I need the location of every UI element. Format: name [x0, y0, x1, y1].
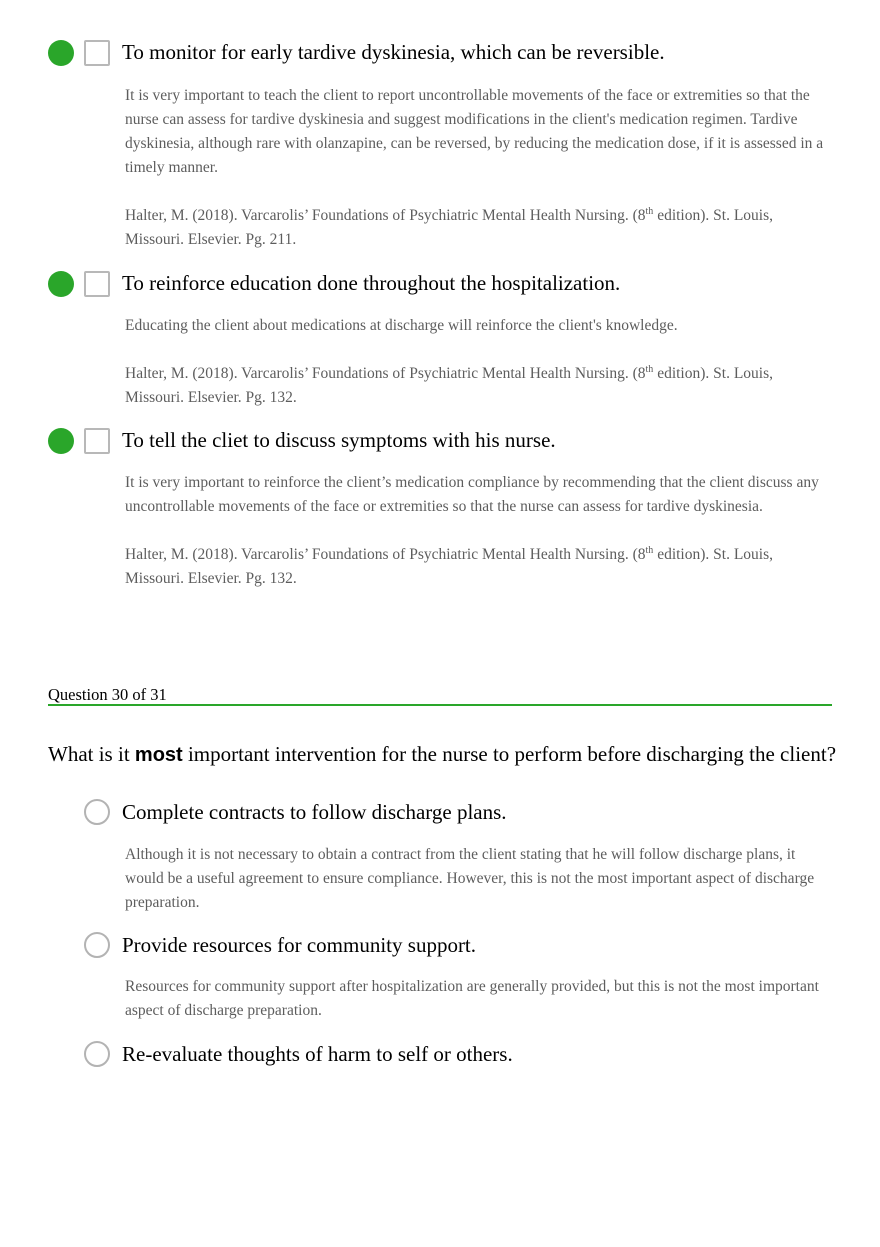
answer-label: Complete contracts to follow discharge plans.	[122, 800, 507, 824]
option-reinforce-education	[48, 269, 832, 299]
reference-citation: Halter, M. (2018). Varcarolis’ Foundations of Psychiatric Mental Health Nursing. (8th edition). St. Louis, Missouri. Elsevier. Pg. 132.	[125, 545, 774, 587]
correct-indicator-icon	[48, 428, 74, 454]
answer-radio[interactable]	[84, 799, 110, 825]
explanation-text: It is very important to reinforce the client’s medication compliance by recommending that the client discuss any uncontrollable movements of the face or extremities so that the nurse can assess for tardive dyskinesia.	[125, 474, 819, 515]
answer-label: Provide resources for community support.	[122, 933, 477, 957]
answer-complete-contracts	[48, 798, 832, 828]
explanation-text: It is very important to teach the client to report uncontrollable movements of the face or extremities so that the nurse can assess for tardive dyskinesia and suggest modifications in the client's medication regimen. Tardive dyskinesia, although rare with olanzapine, can be reversed, by reducing the medication dose, if it is assessed in a timely manner.	[125, 87, 824, 176]
reference-citation: Halter, M. (2018). Varcarolis’ Foundations of Psychiatric Mental Health Nursing. (8th edition). St. Louis, Missouri. Elsevier. Pg. 211.	[125, 206, 774, 248]
answer-radio[interactable]	[84, 1041, 110, 1067]
option-explanation	[125, 314, 833, 410]
option-checkbox[interactable]	[84, 271, 110, 297]
question-divider	[48, 704, 832, 706]
answer-reevaluate-harm	[48, 1040, 832, 1070]
explanation-text: Resources for community support after hospitalization are generally provided, but this is not the most important aspect of discharge preparation.	[125, 978, 819, 1019]
reference-citation: Halter, M. (2018). Varcarolis’ Foundations of Psychiatric Mental Health Nursing. (8th edition). St. Louis, Missouri. Elsevier. Pg. 132.	[125, 364, 774, 406]
option-tell-client	[48, 426, 832, 456]
option-explanation	[125, 84, 833, 252]
option-explanation	[125, 471, 833, 591]
option-label: To monitor for early tardive dyskinesia, which can be reversible.	[122, 40, 665, 64]
question-text: What is it most important intervention for the nurse to perform before discharging the client?	[48, 742, 837, 766]
option-checkbox[interactable]	[84, 40, 110, 66]
correct-indicator-icon	[48, 40, 74, 66]
answer-radio[interactable]	[84, 932, 110, 958]
answer-explanation	[125, 843, 833, 915]
option-label: To reinforce education done throughout the hospitalization.	[122, 271, 621, 295]
explanation-text: Educating the client about medications at discharge will reinforce the client's knowledge.	[125, 317, 678, 334]
option-label: To tell the cliet to discuss symptoms with his nurse.	[122, 428, 556, 452]
answer-provide-resources	[48, 931, 832, 961]
option-checkbox[interactable]	[84, 428, 110, 454]
answer-label: Re-evaluate thoughts of harm to self or others.	[122, 1042, 513, 1066]
answer-explanation	[125, 975, 833, 1023]
explanation-text: Although it is not necessary to obtain a contract from the client stating that he will follow discharge plans, it would be a useful agreement to ensure compliance. However, this is not the most important aspect of discharge preparation.	[125, 846, 815, 911]
question-number: Question 30 of 31	[48, 685, 167, 704]
option-monitor-tardive	[48, 38, 832, 68]
correct-indicator-icon	[48, 271, 74, 297]
